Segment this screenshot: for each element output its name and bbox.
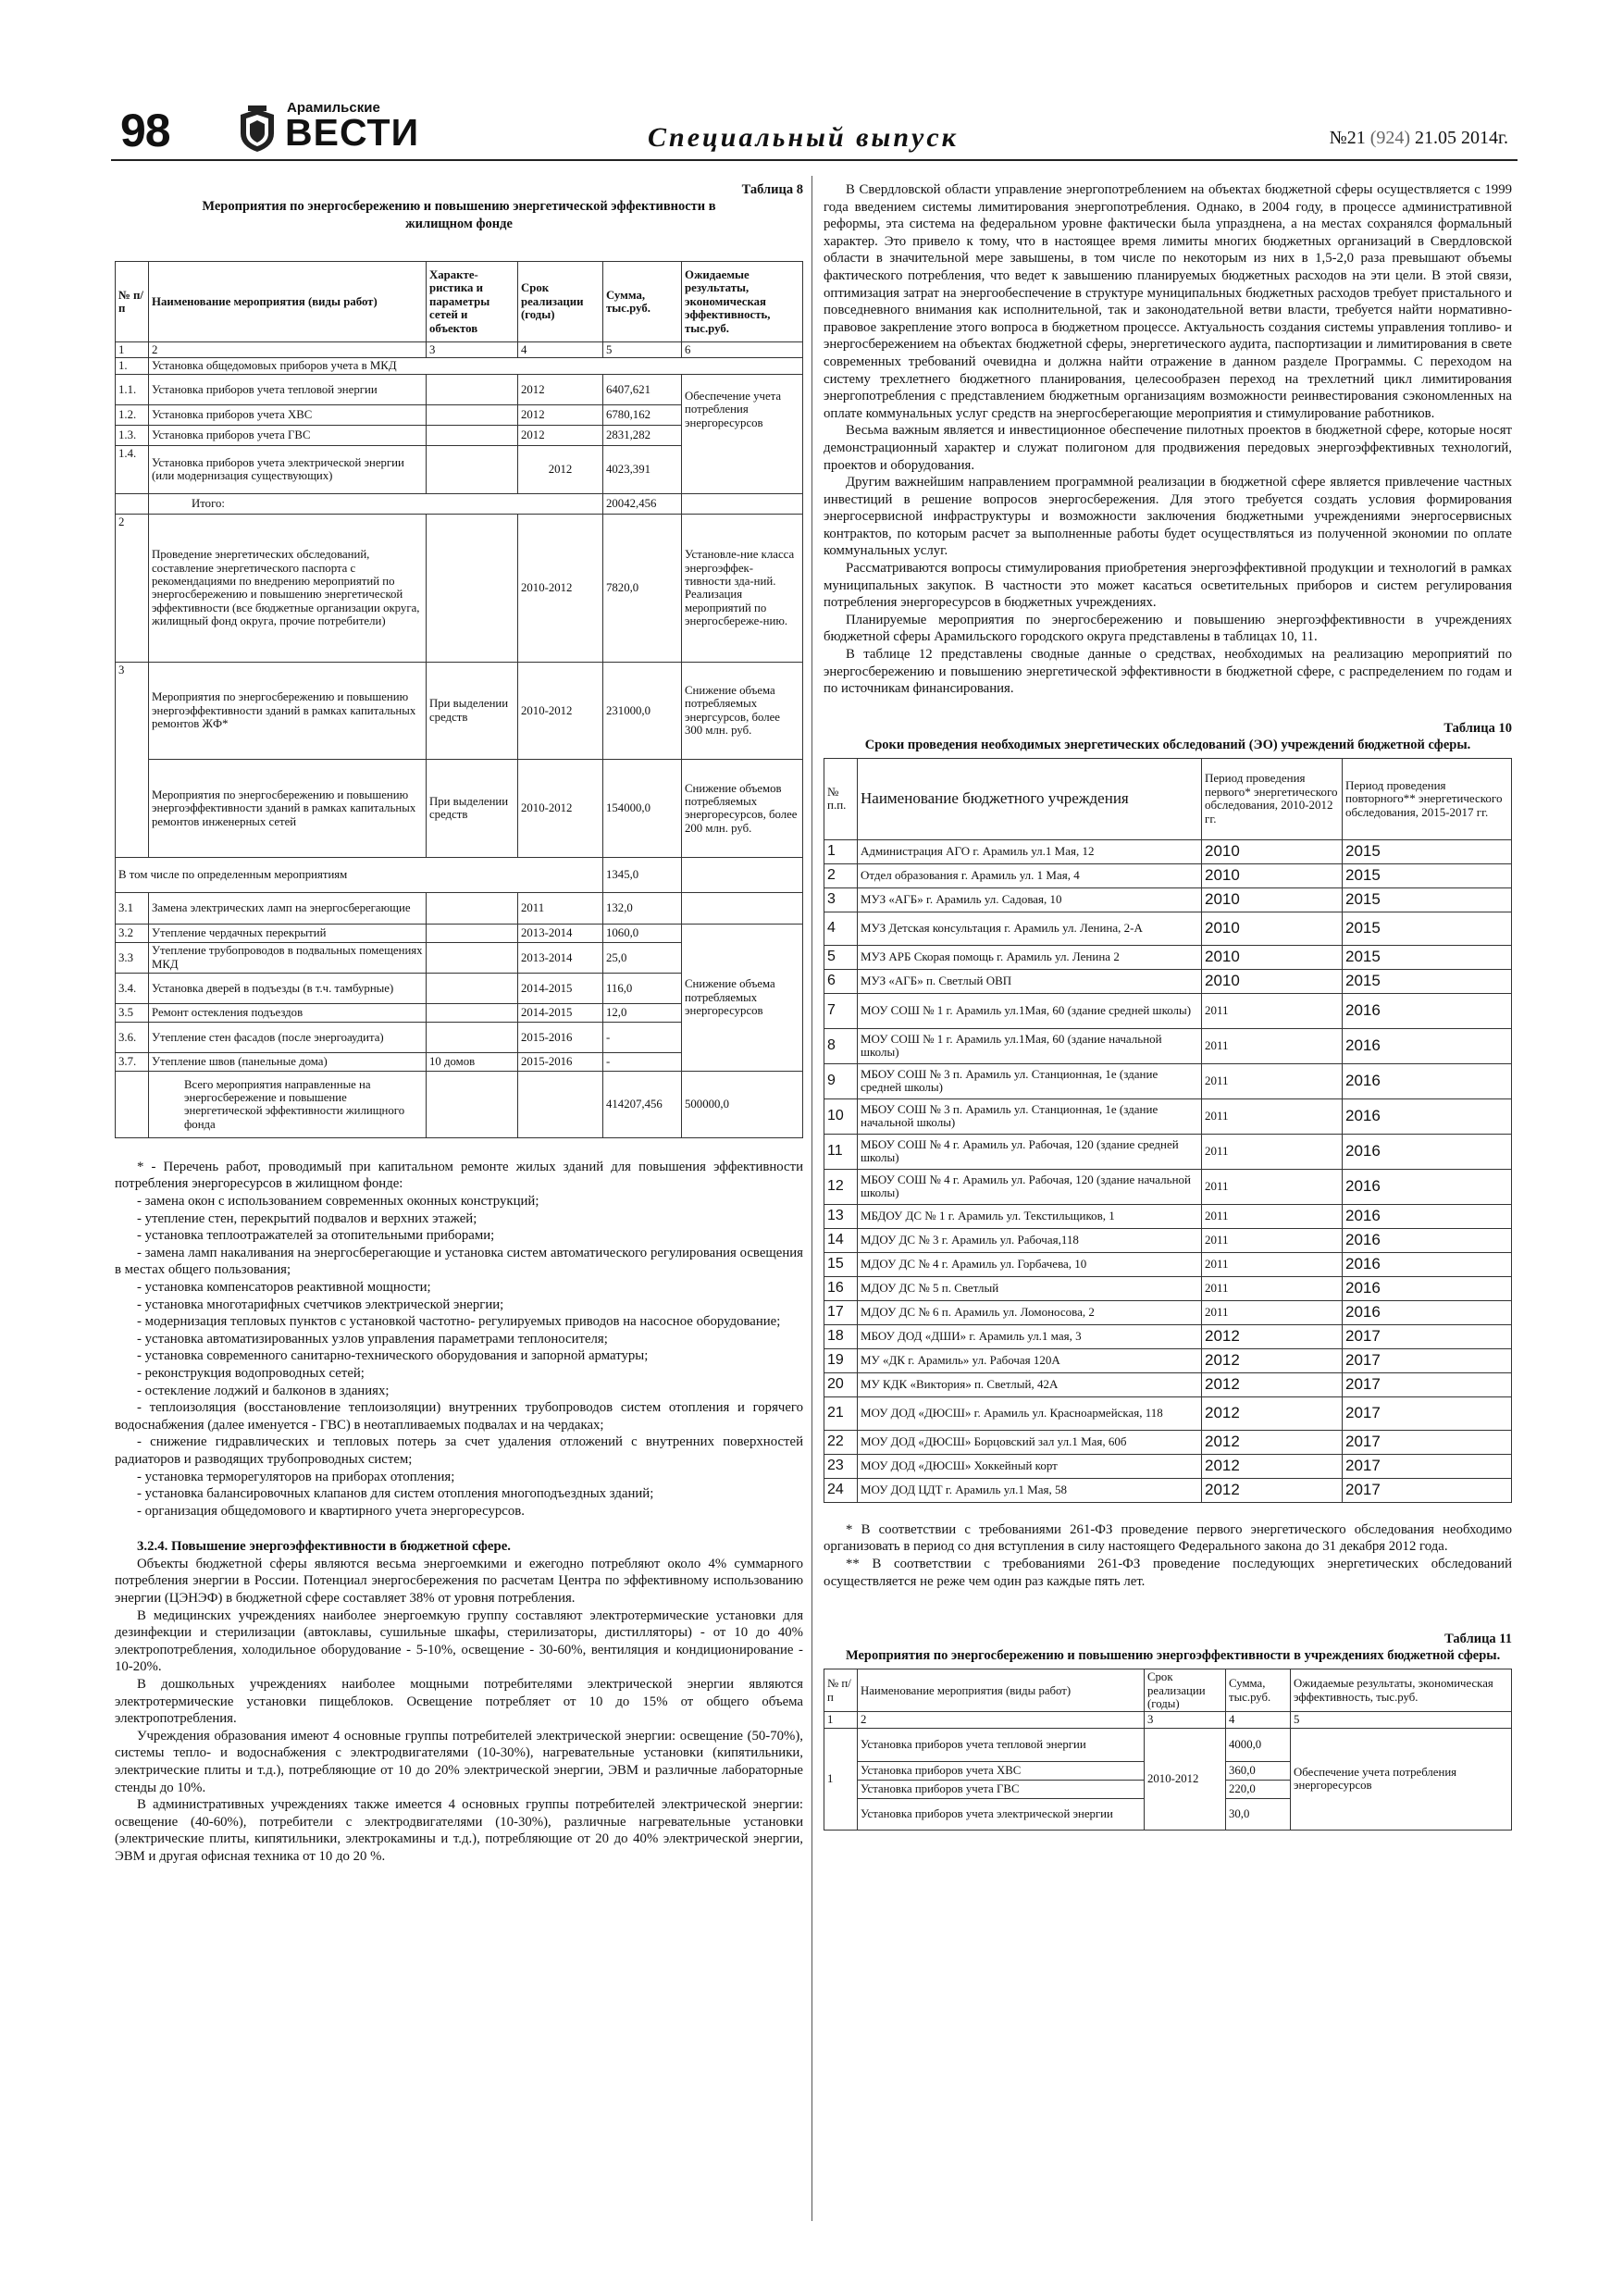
table8-colnum: 2 [149,342,427,358]
table-cell: МОУ ДОД ЦДТ г. Арамиль ул.1 Мая, 58 [858,1478,1202,1502]
table8-header: Сумма, тыс.руб. [603,262,682,342]
table-cell: 13 [824,1204,858,1228]
table-cell: Замена электрических ламп на энергосберегающие [149,892,427,924]
table-cell: 2011 [518,892,603,924]
table10-title: Сроки проведения необходимых энергетических обследований (ЭО) учреждений бюджетной сферы. [864,737,1471,752]
table-cell: 10 домов [427,1052,518,1071]
table-cell: 7820,0 [603,514,682,662]
table-cell: Итого: [149,493,603,514]
table-cell: 2016 [1343,1252,1512,1276]
table-cell: 2010-2012 [518,514,603,662]
footnote: ** В соответствии с требованиями 261-ФЗ проведение последующих энергетических обследований осуществляется не реже чем один раз каждые пять лет. [824,1557,1512,1589]
table-cell [682,892,803,924]
table-cell: 2014-2015 [518,1003,603,1022]
table-cell: 2017 [1343,1324,1512,1348]
table-cell: Установле-ние класса энергоэффек-тивности зда-ний. Реализация мероприятий по энергосбереже-нию. [682,514,803,662]
table-cell: МУЗ «АГБ» п. Светлый ОВП [858,969,1202,993]
table-cell: Установка приборов учета ХВС [858,1761,1145,1780]
crest-icon [237,105,278,154]
table-cell: 2012 [1202,1430,1343,1454]
paragraph: Планируемые мероприятия по энергосбережению и повышению энергоэффективности в учреждениях бюджетной сферы Арамильского городского округа представлены в таблицах 10, 11. [824,612,1512,645]
left-body-text [115,1159,803,1866]
table-cell: МДОУ ДС № 6 п. Арамиль ул. Ломоносова, 2 [858,1300,1202,1324]
table-cell: 1060,0 [603,924,682,942]
table-cell: 2017 [1343,1396,1512,1430]
paragraph: Другим важнейшим направлением программной реализации в бюджетной сфере является привлечение частных инвестиций в решение вопросов энергосбережения. Для этого требуется создать условия формирования энергосервисной инфраструктуры и возможности заключения бюджетными учреждениями энергосервисных контрактов, по которым расчет за выполненные работы будет осуществляться из полученной экономии по оплате коммунальных услуг. [824,475,1512,559]
table11-header: Ожидаемые результаты, экономическая эффективность, тыс.руб. [1291,1669,1512,1712]
table-cell: 4 [824,912,858,945]
list-item: - организация общедомового и квартирного учета энергоресурсов. [137,1503,525,1519]
table-cell: 22 [824,1430,858,1454]
table-cell: - [603,1022,682,1052]
left-column [115,181,803,1866]
issue-number: №21 [1329,128,1370,148]
table11-header: Сумма, тыс.руб. [1226,1669,1291,1712]
table-cell: 3.2 [116,924,149,942]
table11-colnum: 4 [1226,1712,1291,1728]
table-cell: 5 [824,945,858,969]
table-cell: МОУ ДОД «ДЮСШ» Борцовский зал ул.1 Мая, 60б [858,1430,1202,1454]
table-cell: 500000,0 [682,1071,803,1137]
table-cell [682,493,803,514]
paragraph: * - Перечень работ, проводимый при капитальном ремонте жилых зданий для повышения эффективности потребления энергоресурсов в жилищном фонде: [115,1159,803,1192]
table-cell: 4000,0 [1226,1728,1291,1761]
table-cell: 3.4. [116,973,149,1003]
table-cell: 2010 [1202,912,1343,945]
paragraph: В таблице 12 представлены сводные данные о средствах, необходимых на реализацию мероприятий по энергосбережению и повышению энергетической эффективности в бюджетной сфере, с распределением по годам и по источникам финансирования. [824,647,1512,697]
table-cell: 2017 [1343,1348,1512,1372]
table-cell: МДОУ ДС № 4 г. Арамиль ул. Горбачева, 10 [858,1252,1202,1276]
list-item: - установка современного санитарно-технического оборудования и запорной арматуры; [137,1348,649,1364]
table-cell: 414207,456 [603,1071,682,1137]
table-cell: 1 [824,839,858,863]
table-cell: 2011 [1202,1252,1343,1276]
table-cell: МОУ ДОД «ДЮСШ» Хоккейный корт [858,1454,1202,1478]
table-cell: 220,0 [1226,1780,1291,1798]
table-cell: 3 [116,662,149,857]
table-cell: 20042,456 [603,493,682,514]
table-cell: 2017 [1343,1372,1512,1396]
table-cell: 2010 [1202,887,1343,912]
table-cell: Администрация АГО г. Арамиль ул.1 Мая, 12 [858,839,1202,863]
table-cell: Установка дверей в подъезды (в т.ч. тамбурные) [149,973,427,1003]
table-cell [682,857,803,892]
table-cell [427,1003,518,1022]
table-cell [427,425,518,445]
table-cell: 1.3. [116,425,149,445]
table-cell: Утепление чердачных перекрытий [149,924,427,942]
table-cell: Установка приборов учета электрической энергии (или модернизация существующих) [149,445,427,493]
table-cell: 2017 [1343,1478,1512,1502]
table-cell: 2012 [1202,1372,1343,1396]
table-cell: 1. [116,358,149,374]
table-cell: Снижение объемов потребляемых энергоресурсов, более 200 млн. руб. [682,759,803,857]
list-item: - установка балансировочных клапанов для систем отопления многоподъездных зданий; [137,1486,654,1502]
table-cell: МБОУ СОШ № 3 п. Арамиль ул. Станционная, 1е (здание начальной школы) [858,1098,1202,1134]
table-cell: Отдел образования г. Арамиль ул. 1 Мая, 4 [858,863,1202,887]
table-cell: 2010 [1202,969,1343,993]
issue-info [1330,128,1508,149]
issue-date: 21.05 2014г. [1410,128,1508,148]
table-cell: 2011 [1202,993,1343,1028]
table-cell: 2011 [1202,1169,1343,1204]
table-cell: МБОУ СОШ № 3 п. Арамиль ул. Станционная, 1е (здание средней школы) [858,1063,1202,1098]
table-cell: 17 [824,1300,858,1324]
list-item: - установка автоматизированных узлов управления параметрами теплоносителя; [137,1331,608,1347]
table-cell: 2 [824,863,858,887]
table-cell: 3.3 [116,942,149,973]
list-item: - замена ламп накаливания на энергосберегающие и установка систем автоматического регулирования освещения в местах общего пользования; [115,1245,803,1278]
table8-colnum: 1 [116,342,149,358]
table-cell: 2013-2014 [518,924,603,942]
table-cell: 8 [824,1028,858,1063]
table11 [824,1669,1512,1831]
table-cell [427,1022,518,1052]
table8 [115,261,803,1138]
table-cell: 2011 [1202,1063,1343,1098]
table-cell: Установка приборов учета тепловой энергии [149,374,427,404]
table-cell: Снижение объема потребляемых энергоресурсов [682,924,803,1071]
table-cell [427,404,518,425]
table-cell: Установка общедомовых приборов учета в МКД [149,358,803,374]
table-cell: 2015-2016 [518,1022,603,1052]
header-rule [111,159,1518,161]
table-cell: 3 [824,887,858,912]
table-cell: 2010 [1202,863,1343,887]
table-cell: Обеспечение учета потребления энергоресурсов [1291,1728,1512,1830]
table-cell: 19 [824,1348,858,1372]
table8-colnum: 3 [427,342,518,358]
table-cell: - [603,1052,682,1071]
table-cell [427,514,518,662]
table-cell: Установка приборов учета ГВС [149,425,427,445]
paragraph: Весьма важным является и инвестиционное обеспечение пилотных проектов в бюджетной сфере, которые носят демонстрационный характер и служат полигоном для продвижения передовых энергоэффективных технологий, проектов и оборудования. [824,423,1512,473]
table-cell: 1.1. [116,374,149,404]
table-cell: 2015 [1343,839,1512,863]
table-cell [427,973,518,1003]
table-cell [427,924,518,942]
list-item: - замена окон с использованием современных оконных конструкций; [137,1194,539,1209]
table-cell: 25,0 [603,942,682,973]
table-cell: 2016 [1343,993,1512,1028]
table8-header: Ожидаемые результаты, экономическая эффективность, тыс.руб. [682,262,803,342]
table-cell: 2 [116,514,149,662]
table10 [824,758,1512,1503]
table-cell: 2015 [1343,945,1512,969]
table-cell: 2014-2015 [518,973,603,1003]
table-cell: Установка приборов учета ГВС [858,1780,1145,1798]
page-number: 98 [120,105,170,156]
table-cell: 2016 [1343,1228,1512,1252]
table11-caption: Таблица 11 [1444,1632,1512,1647]
table-cell: 2012 [1202,1348,1343,1372]
table-cell: 1345,0 [603,857,682,892]
table-cell: 2017 [1343,1430,1512,1454]
table-cell: 3.7. [116,1052,149,1071]
page-header [111,102,1518,161]
table-cell: 2016 [1343,1204,1512,1228]
table8-caption: Таблица 8 [741,182,803,197]
table-cell: 2010-2012 [518,662,603,759]
paragraph: В Свердловской области управление энергопотреблением на объектах бюджетной сферы осуществляется с 1999 года введением системы лимитирования энергопотребления. Однако, в 2004 году, в процессе административной реформы, эта система на федеральном уровне фактически была упразднена, а на местах сохранялся формальный характер. Это привело к тому, что в настоящее время лимиты многих бюджетных организаций в Свердловской области в значительной мере завышены, в том числе по некоторым из них в 1,5-2,0 раза превышают объемы фактического потребления, что ведет к завышению планируемых бюджетных расходов на эти цели. В этой связи, оптимизация затрат на энергообеспечение в структуре муниципальных бюджетных расходов требует пристального и повседневного внимания как исполнительной, так и законодательной ветви власти, требуется найти нормативно-правовое закрепление этого вопроса в бюджетном процессе. Актуальность создания системы управления топливо- и энергосбережением на объектах бюджетной сферы, энергетического аудита, паспортизации и лимитирования в свете современных требований очевидна и должна найти отражение в данном разделе Программы. С переходом на систему трехлетнего бюджетного планирования, целесообразен переход на трехлетний цикл лимитирования энергопотребления с представлением бюджетным организациям возможности реинвестирования сэкономленных на оплате коммунальных услуг средств на энергосберегающие мероприятия и стимулирование работников. [824,182,1512,421]
table-cell: Установка приборов учета тепловой энергии [858,1728,1145,1761]
table-cell: 18 [824,1324,858,1348]
table-cell: 2010-2012 [518,759,603,857]
table-cell [116,493,149,514]
table-cell: При выделении средств [427,759,518,857]
table-cell: 24 [824,1478,858,1502]
table11-colnum: 2 [858,1712,1145,1728]
table-cell: МБОУ СОШ № 4 г. Арамиль ул. Рабочая, 120 (здание средней школы) [858,1134,1202,1169]
table-cell [518,1071,603,1137]
list-item: - снижение гидравлических и тепловых потерь за счет удаления отложений с внутренних поверхностей радиаторов и разводящих трубопроводных систем; [115,1434,803,1467]
list-item: - остекление лоджий и балконов в зданиях; [137,1383,390,1398]
table-cell: 2012 [518,425,603,445]
table-cell: МБДОУ ДС № 1 г. Арамиль ул. Текстильщиков, 1 [858,1204,1202,1228]
list-item: - установка терморегуляторов на приборах отопления; [137,1469,455,1484]
list-item: - установка теплоотражателей за отопительными приборами; [137,1228,495,1244]
table-cell: 2011 [1202,1098,1343,1134]
table10-notes [824,1521,1512,1590]
table-cell: 2016 [1343,1134,1512,1169]
table11-title: Мероприятия по энергосбережению и повышению энергоэффективности в учреждениях бюджетной сферы. [846,1648,1501,1664]
table-cell: МУЗ «АГБ» г. Арамиль ул. Садовая, 10 [858,887,1202,912]
list-item: - реконструкция водопроводных сетей; [137,1365,365,1381]
table-cell: 2016 [1343,1098,1512,1134]
table-cell: Ремонт остекления подъездов [149,1003,427,1022]
table-cell: 360,0 [1226,1761,1291,1780]
table-cell [427,892,518,924]
table-cell: 7 [824,993,858,1028]
paragraph: Объекты бюджетной сферы являются весьма энергоемкими и ежегодно потребляют около 4% суммарного потребления энергии в России. Потенциал энергосбережения по расчетам Центра по эффективному использованию энергии (ЦЭНЭФ) в бюджетной сфере составляет 38% от уровня потребления. [115,1556,803,1607]
right-column [824,181,1512,1831]
table10-header: № п.п. [824,758,858,839]
paragraph: Учреждения образования имеют 4 основные группы потребителей электрической энергии: освещение (50-70%), системы тепло- и водоснабжения с электродвигателями (10-30%), нагревательные установки (кипятильники, электрические плиты и т.д.), потребляющие от 10 до 20% электрической энергии, ЭВМ и различные лабораторные стенды до 10%. [115,1728,803,1795]
table-cell: МОУ ДОД «ДЮСШ» г. Арамиль ул. Красноармейская, 118 [858,1396,1202,1430]
table-cell [427,445,518,493]
table-cell: 2010 [1202,945,1343,969]
table8-title: Мероприятия по энергосбережению и повышению энергетической эффективности в жилищном фонде [202,199,716,231]
table-cell: МБОУ СОШ № 4 г. Арамиль ул. Рабочая, 120 (здание начальной школы) [858,1169,1202,1204]
table-cell: Утепление трубопроводов в подвальных помещениях МКД [149,942,427,973]
table-cell: При выделении средств [427,662,518,759]
table10-header: Период проведения повторного** энергетического обследования, 2015-2017 гг. [1343,758,1512,839]
footnote: * В соответствии с требованиями 261-ФЗ проведение первого энергетического обследования необходимо организовать в период со дня вступления в силу настоящего Федерального закона до 31 декабря 2012 года. [824,1521,1512,1555]
table-cell [427,1071,518,1137]
list-item: - утепление стен, перекрытий подвалов и верхних этажей; [137,1210,477,1226]
table11-colnum: 3 [1145,1712,1226,1728]
table-cell: 2011 [1202,1204,1343,1228]
table-cell: 9 [824,1063,858,1098]
table-cell: 2011 [1202,1228,1343,1252]
table-cell: МБОУ ДОД «ДШИ» г. Арамиль ул.1 мая, 3 [858,1324,1202,1348]
table-cell: 2012 [1202,1396,1343,1430]
table11-colnum: 1 [824,1712,858,1728]
table-cell: 2011 [1202,1134,1343,1169]
table-cell: 3.6. [116,1022,149,1052]
logo-big-text: ВЕСТИ [285,111,420,154]
table-cell: Снижение объема потребляемых энергсурсов, более 300 млн. руб. [682,662,803,759]
table-cell: 2016 [1343,1300,1512,1324]
table-cell: 30,0 [1226,1798,1291,1830]
table-cell: МОУ СОШ № 1 г. Арамиль ул.1Мая, 60 (здание начальной школы) [858,1028,1202,1063]
table-cell: 2012 [1202,1454,1343,1478]
table8-header: Срок реализации (годы) [518,262,603,342]
list-item: - установка многотарифных счетчиков электрической энергии; [137,1297,504,1312]
table-cell: 2011 [1202,1276,1343,1300]
table-cell: 14 [824,1228,858,1252]
table11-header: Срок реализации (годы) [1145,1669,1226,1712]
paragraph: Рассматриваются вопросы стимулирования приобретения энергоэффективной продукции и технологий в рамках муниципальных закупок. В частности это может касаться осветительных приборов и систем регулирования потребления энергоресурсов в бюджетных учреждениях. [824,561,1512,611]
table-cell: 2015 [1343,912,1512,945]
table-cell: 2015-2016 [518,1052,603,1071]
table-cell: 2015 [1343,887,1512,912]
table-cell: 2011 [1202,1028,1343,1063]
table-cell: 2016 [1343,1028,1512,1063]
table-cell: МОУ СОШ № 1 г. Арамиль ул.1Мая, 60 (здание средней школы) [858,993,1202,1028]
table-cell: 154000,0 [603,759,682,857]
table-cell: 2016 [1343,1169,1512,1204]
table-cell: 20 [824,1372,858,1396]
table-cell: 132,0 [603,892,682,924]
table-cell: Утепление стен фасадов (после энергоаудита) [149,1022,427,1052]
table-cell: 1 [824,1728,858,1830]
table-cell: 2012 [518,374,603,404]
table-cell: Установка приборов учета электрической энергии [858,1798,1145,1830]
table-cell: 2012 [518,445,603,493]
table-cell: Обеспечение учета потребления энергоресурсов [682,374,803,493]
table-cell: 6407,621 [603,374,682,404]
table-cell: МУЗ АРБ Скорая помощь г. Арамиль ул. Ленина 2 [858,945,1202,969]
table-cell: В том числе по определенным мероприятиям [116,857,603,892]
table-cell: 2015 [1343,969,1512,993]
table-cell: 15 [824,1252,858,1276]
table-cell: МДОУ ДС № 3 г. Арамиль ул. Рабочая,118 [858,1228,1202,1252]
table-cell: 6780,162 [603,404,682,425]
table-cell [116,1071,149,1137]
table-cell: 2012 [518,404,603,425]
list-item: - установка компенсаторов реактивной мощности; [137,1279,431,1295]
table-cell: 10 [824,1098,858,1134]
paragraph: В административных учреждениях также имеется 4 основных группы потребителей электрической энергии: освещение (40-60%), потребители с электродвигателями (10-30%), различные нагревательные установки (электрические плиты, кипятильники, электрокамины и т.д.), потребляющие от 20 до 40% электрической энергии, ЭВМ и другая офисная техника от 10 до 20 %. [115,1797,803,1864]
table-cell [427,374,518,404]
table-cell: 2010 [1202,839,1343,863]
table-cell: 2831,282 [603,425,682,445]
table-cell: МУ КДК «Виктория» п. Светлый, 42А [858,1372,1202,1396]
table-cell: 3.5 [116,1003,149,1022]
table-cell: 3.1 [116,892,149,924]
logo-small-text: Арамильские [287,100,380,116]
table-cell: 2011 [1202,1300,1343,1324]
issue-total: (924) [1369,128,1411,148]
table-cell: 1.4. [116,445,149,493]
list-item: - теплоизоляция (восстановление теплоизоляции) внутренних трубопроводов систем отопления и горячего водоснабжения (далее именуется - ГВС) в неотапливаемых подвалах и на чердаках; [115,1400,803,1433]
table-cell: 11 [824,1134,858,1169]
table10-caption: Таблица 10 [1443,720,1512,736]
table8-colnum: 4 [518,342,603,358]
table8-header: Наименование мероприятия (виды работ) [149,262,427,342]
section-heading: 3.2.4. Повышение энергоэффективности в бюджетной сфере. [137,1539,511,1555]
table-cell: 12,0 [603,1003,682,1022]
table11-header: № п/п [824,1669,858,1712]
table-cell: Всего мероприятия направленные на энергосбережение и повышение энергетической эффективности жилищного фонда [149,1071,427,1137]
table-cell: 2017 [1343,1454,1512,1478]
table-cell: 231000,0 [603,662,682,759]
table-cell: Мероприятия по энергосбережению и повышению энергоэффективности зданий в рамках капитальных ремонтов ЖФ* [149,662,427,759]
table-cell: Проведение энергетических обследований, составление энергетического паспорта с рекомендациями по внедрению мероприятий по энергосбережению и повышению энергетической эффективности (все бюджетные организации округа, жилищный фонд округа, прочие потребители) [149,514,427,662]
table-cell: 2012 [1202,1324,1343,1348]
table-cell: 23 [824,1454,858,1478]
list-item: - модернизация тепловых пунктов с установкой частотно- регулируемых приводов на насосное оборудование; [137,1314,781,1330]
table-cell: Мероприятия по энергосбережению и повышению энергоэффективности зданий в рамках капитальных ремонтов инженерных сетей [149,759,427,857]
table8-header: № п/п [116,262,149,342]
table-cell: 1.2. [116,404,149,425]
paragraph: В дошкольных учреждениях наиболее мощными потребителями электрической энергии являются электротермические установки пищеблоков. Освещение потребляет от 10 до 15% от общего объема электропотребления. [115,1677,803,1727]
paragraph: В медицинских учреждениях наиболее энергоемкую группу составляют электротермические установки для дезинфекции и стерилизации (автоклавы, сушильные шкафы, стерилизаторы, дистилляторы) - от 10 до 40% электропотребления, холодильное оборудование - 5-10%, освещение - 30-60%, вентиляция и кондиционирование - 10-20%. [115,1607,803,1675]
table-cell: 2010-2012 [1145,1728,1226,1830]
table-cell: МУЗ Детская консультация г. Арамиль ул. Ленина, 2-А [858,912,1202,945]
table10-header: Наименование бюджетного учреждения [858,758,1202,839]
table10-header: Период проведения первого* энергетического обследования, 2010-2012 гг. [1202,758,1343,839]
table-cell: Утепление швов (панельные дома) [149,1052,427,1071]
table-cell: МДОУ ДС № 5 п. Светлый [858,1276,1202,1300]
table-cell: 16 [824,1276,858,1300]
table-cell: 2013-2014 [518,942,603,973]
table8-colnum: 5 [603,342,682,358]
table8-colnum: 6 [682,342,803,358]
table-cell: 6 [824,969,858,993]
table-cell: 116,0 [603,973,682,1003]
table-cell: 12 [824,1169,858,1204]
table-cell: 2016 [1343,1063,1512,1098]
table-cell [427,942,518,973]
table-cell: МУ «ДК г. Арамиль» ул. Рабочая 120А [858,1348,1202,1372]
special-issue-title: Специальный выпуск [648,122,959,153]
table-cell: Установка приборов учета ХВС [149,404,427,425]
table8-header: Характе-ристика и параметры сетей и объектов [427,262,518,342]
table11-header: Наименование мероприятия (виды работ) [858,1669,1145,1712]
table-cell: 2012 [1202,1478,1343,1502]
table-cell: 2015 [1343,863,1512,887]
table11-colnum: 5 [1291,1712,1512,1728]
table-cell: 21 [824,1396,858,1430]
table-cell: 4023,391 [603,445,682,493]
table-cell: 2016 [1343,1276,1512,1300]
